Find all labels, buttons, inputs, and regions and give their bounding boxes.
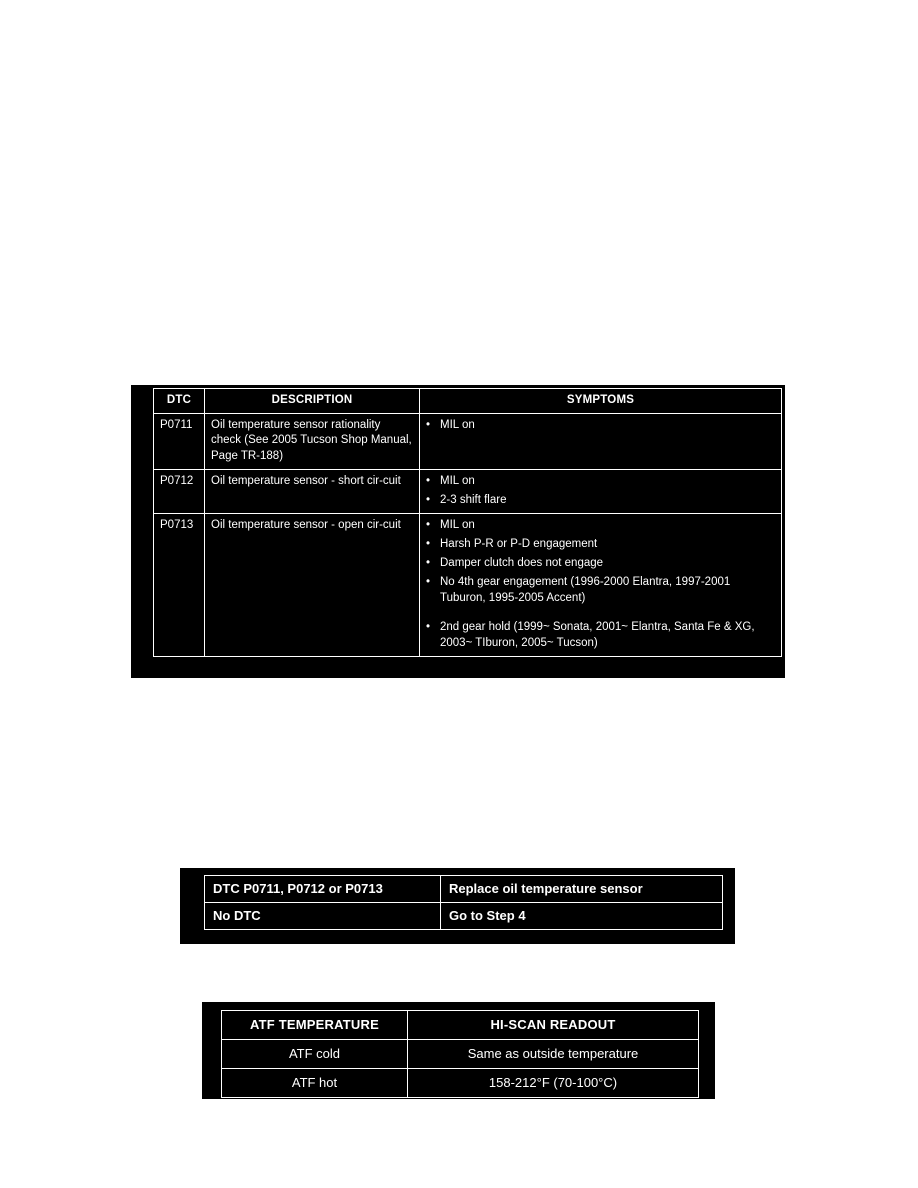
decision-action: Replace oil temperature sensor bbox=[441, 876, 723, 903]
symptom-text: Harsh P-R or P-D engagement bbox=[440, 538, 598, 551]
dtc-description: Oil temperature sensor - open cir-cuit bbox=[205, 514, 420, 657]
bullet-icon: • bbox=[426, 493, 431, 506]
table-row bbox=[222, 1069, 699, 1098]
symptom-list bbox=[426, 418, 775, 434]
dtc-decision-panel bbox=[180, 868, 735, 944]
table-header-row bbox=[222, 1011, 699, 1040]
symptom-text: MIL on bbox=[440, 474, 475, 487]
atf-condition: ATF hot bbox=[222, 1069, 408, 1098]
dtc-decision-table bbox=[204, 875, 723, 930]
column-header-description: DESCRIPTION bbox=[205, 389, 420, 414]
column-header-symptoms: SYMPTOMS bbox=[420, 389, 782, 414]
bullet-icon: • bbox=[426, 538, 431, 551]
column-header-dtc: DTC bbox=[154, 389, 205, 414]
atf-readout: Same as outside temperature bbox=[408, 1040, 699, 1069]
dtc-code: P0711 bbox=[154, 414, 205, 470]
bullet-icon: • bbox=[426, 419, 431, 432]
list-item bbox=[426, 556, 775, 572]
symptom-text: No 4th gear engagement (1996-2000 Elantra, 1997-2001 Tuburon, 1995-2005 Accent) bbox=[440, 575, 731, 604]
dtc-description: Oil temperature sensor - short cir-cuit bbox=[205, 469, 420, 514]
table-row bbox=[154, 414, 782, 470]
list-item bbox=[426, 575, 775, 607]
bullet-icon: • bbox=[426, 557, 431, 570]
symptom-text: MIL on bbox=[440, 419, 475, 432]
dtc-symptoms bbox=[420, 469, 782, 514]
symptom-text: 2nd gear hold (1999~ Sonata, 2001~ Elantra, Santa Fe & XG, 2003~ TIburon, 2005~ Tucson) bbox=[440, 620, 755, 649]
bullet-icon: • bbox=[426, 519, 431, 532]
atf-temperature-panel bbox=[202, 1002, 715, 1099]
table-row bbox=[154, 469, 782, 514]
symptom-list bbox=[426, 518, 775, 651]
column-header-hiscan-readout: HI-SCAN READOUT bbox=[408, 1011, 699, 1040]
dtc-symptoms-table bbox=[153, 388, 782, 657]
dtc-code: P0712 bbox=[154, 469, 205, 514]
bullet-icon: • bbox=[426, 474, 431, 487]
list-item bbox=[426, 620, 775, 652]
list-item bbox=[426, 493, 775, 509]
atf-condition: ATF cold bbox=[222, 1040, 408, 1069]
decision-action: Go to Step 4 bbox=[441, 903, 723, 930]
list-item bbox=[426, 474, 775, 490]
atf-temperature-table bbox=[221, 1010, 699, 1098]
list-item bbox=[426, 518, 775, 534]
column-header-atf-temperature: ATF TEMPERATURE bbox=[222, 1011, 408, 1040]
bullet-icon: • bbox=[426, 620, 431, 633]
list-item bbox=[426, 537, 775, 553]
table-row bbox=[205, 903, 723, 930]
symptom-text: Damper clutch does not engage bbox=[440, 557, 604, 570]
dtc-description: Oil temperature sensor rationality check (See 2005 Tucson Shop Manual, Page TR-188) bbox=[205, 414, 420, 470]
symptom-text: 2-3 shift flare bbox=[440, 493, 507, 506]
dtc-symptoms-panel bbox=[131, 385, 785, 678]
atf-readout: 158-212°F (70-100°C) bbox=[408, 1069, 699, 1098]
decision-condition: DTC P0711, P0712 or P0713 bbox=[205, 876, 441, 903]
table-row bbox=[154, 514, 782, 657]
decision-condition: No DTC bbox=[205, 903, 441, 930]
dtc-symptoms bbox=[420, 414, 782, 470]
dtc-symptoms bbox=[420, 514, 782, 657]
table-row bbox=[205, 876, 723, 903]
symptom-text: MIL on bbox=[440, 519, 475, 532]
table-row bbox=[222, 1040, 699, 1069]
table-header-row bbox=[154, 389, 782, 414]
symptom-list bbox=[426, 474, 775, 509]
dtc-code: P0713 bbox=[154, 514, 205, 657]
list-item bbox=[426, 418, 775, 434]
bullet-icon: • bbox=[426, 575, 431, 588]
